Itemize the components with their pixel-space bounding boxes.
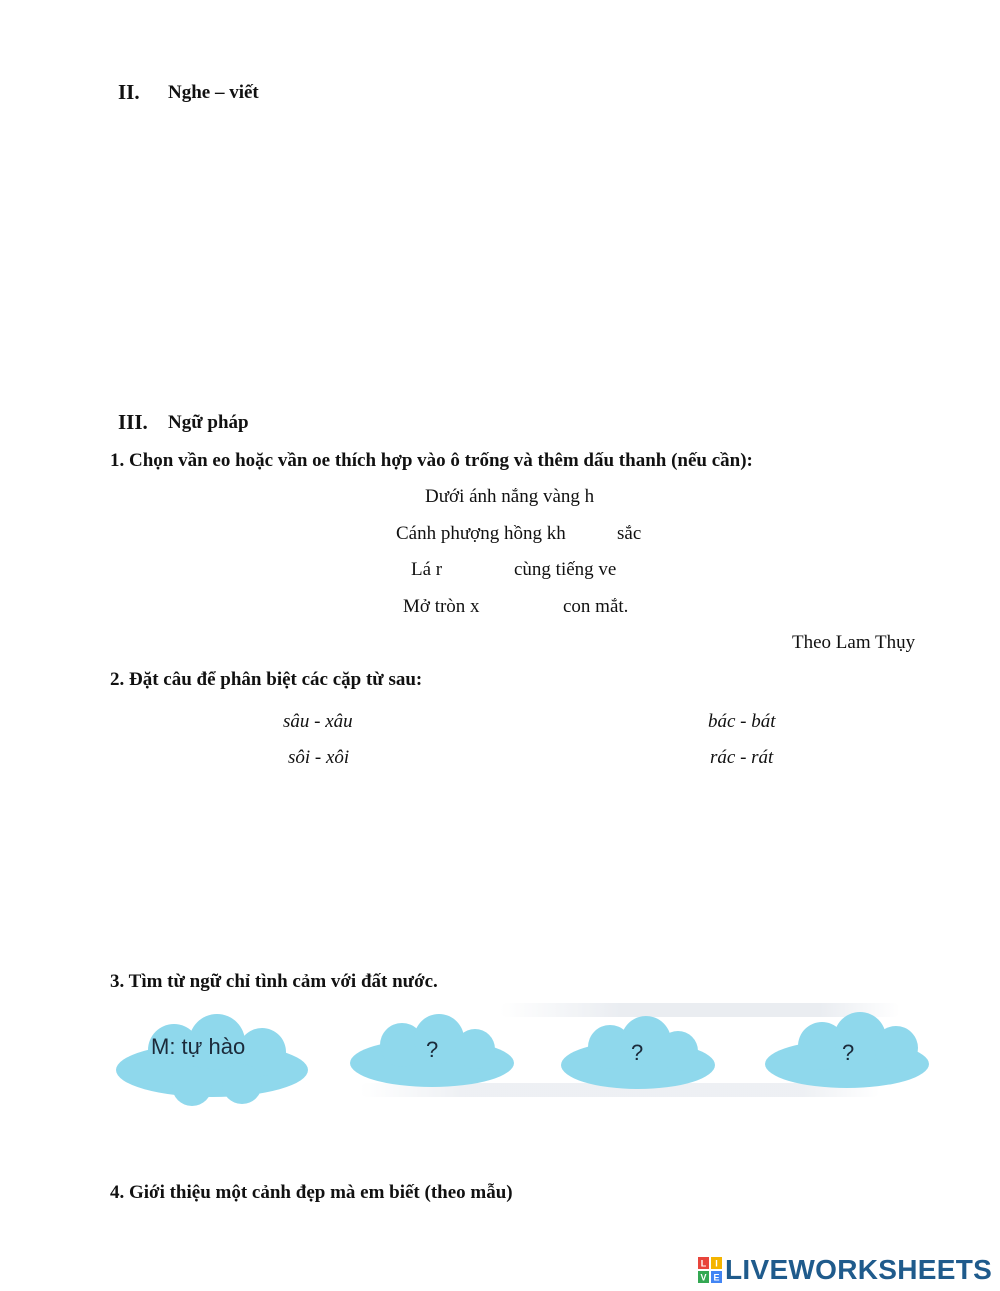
section-2-title: Nghe – viết bbox=[168, 82, 259, 103]
question-4-heading: 4. Giới thiệu một cảnh đẹp mà em biết (theo mẫu) bbox=[110, 1182, 513, 1203]
question-2-heading: 2. Đặt câu để phân biệt các cặp từ sau: bbox=[110, 669, 423, 690]
svg-text:L: L bbox=[700, 1258, 707, 1269]
cloud-example bbox=[112, 1012, 312, 1108]
cloud-example-label: M: tự hào bbox=[151, 1034, 246, 1059]
cloud-blank-1-label: ? bbox=[426, 1037, 439, 1062]
poem-line-3-end: cùng tiếng ve bbox=[514, 559, 617, 580]
svg-text:V: V bbox=[700, 1272, 707, 1283]
svg-text:I: I bbox=[715, 1258, 718, 1269]
word-pair-4: rác - rát bbox=[710, 747, 774, 768]
poem-line-2-end: sắc bbox=[617, 523, 642, 544]
section-3-number: III. bbox=[118, 410, 148, 434]
section-3-title: Ngữ pháp bbox=[168, 412, 249, 433]
poem-line-1: Dưới ánh nắng vàng h bbox=[425, 486, 595, 507]
liveworksheets-logo bbox=[698, 1255, 992, 1285]
logo-blocks-icon bbox=[698, 1257, 722, 1283]
logo-text: LIVEWORKSHEETS bbox=[725, 1254, 993, 1285]
poem-source: Theo Lam Thụy bbox=[792, 632, 916, 653]
poem-line-3: Lá r bbox=[411, 559, 443, 580]
poem-line-4-end: con mắt. bbox=[563, 596, 629, 617]
word-pair-3: sôi - xôi bbox=[288, 747, 350, 768]
cloud-blank-2-label: ? bbox=[631, 1040, 644, 1065]
poem-line-4: Mở tròn x bbox=[403, 596, 480, 617]
poem-line-2: Cánh phượng hồng kh bbox=[396, 523, 566, 544]
question-1-heading: 1. Chọn vần eo hoặc vần oe thích hợp vào ô trống và thêm dấu thanh (nếu cần): bbox=[110, 450, 753, 471]
word-pair-2: bác - bát bbox=[708, 711, 776, 732]
section-2-number: II. bbox=[118, 80, 140, 104]
cloud-shape bbox=[116, 1014, 308, 1106]
word-pair-1: sâu - xâu bbox=[283, 711, 353, 732]
cloud-blank-3-label: ? bbox=[842, 1040, 855, 1065]
svg-text:E: E bbox=[713, 1272, 720, 1283]
question-3-heading: 3. Tìm từ ngữ chỉ tình cảm với đất nước. bbox=[110, 971, 438, 992]
